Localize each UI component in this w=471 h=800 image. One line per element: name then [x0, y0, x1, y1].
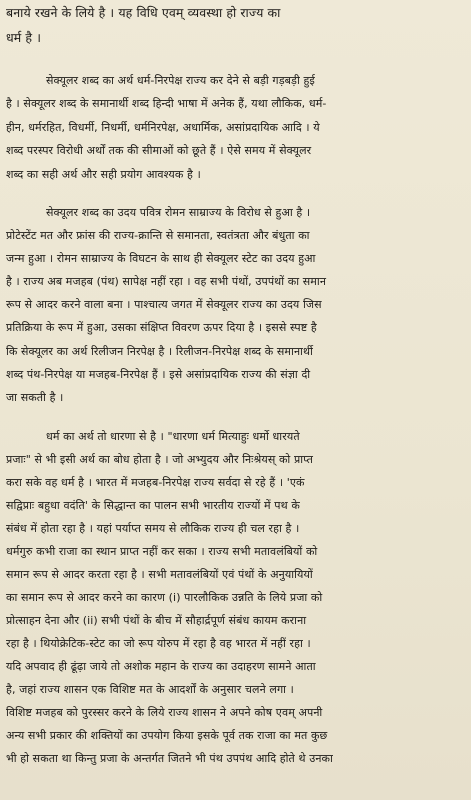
text-line: है । सेक्यूलर शब्द के समानार्थी शब्द हिन्दी भाषा में अनेक हैं, यथा लौकिक, धर्म- [6, 97, 327, 110]
text-line: धर्म है । [6, 30, 42, 45]
text-line: शब्द परस्पर विरोधी अर्थों तक की सीमाओं को छूते हैं । ऐसे समय में सेक्यूलर [6, 144, 312, 157]
text-line: धर्मगुरु कभी राजा का स्थान प्राप्त नहीं कर सका । राज्य सभी मतावलंबियों को [6, 545, 318, 558]
text-line: यदि अपवाद ही ढूंढ़ा जाये तो अशोक महान के राज्य का उदाहरण सामने आता [6, 660, 316, 673]
text-line: विशिष्ट मजहब को पुरस्सर करने के लिये राज्य शासन ने अपने कोष एवम् अपनी [6, 706, 323, 719]
paragraph-start-line: सेक्यूलर शब्द का उदय पवित्र रोमन साम्राज्य के विरोध से हुआ है । [46, 206, 311, 219]
text-line: का समान रूप से आदर करने का कारण (i) पारलौकिक उन्नति के लिये प्रजा को [6, 591, 323, 604]
text-line: जन्म हुआ । रोमन साम्राज्य के विघटन के साथ ही सेक्यूलर स्टेट का उदय हुआ [6, 252, 316, 265]
text-line: समान रूप से आदर करता रहा है । सभी मतावलंबियों एवं पंथों के अनुयायियों [6, 568, 313, 581]
text-line: हीन, धर्मरहित, विधर्मी, निधर्मी, धर्मनिरपेक्ष, अधार्मिक, असांप्रदायिक आदि । ये [6, 121, 320, 134]
text-line: है, जहां राज्य शासन एक विशिष्ट मत के आदर्शों के अनुसार चलने लगा । [6, 683, 294, 696]
text-line: शब्द पंथ-निरपेक्ष या मजहब-निरपेक्ष हैं । इसे असांप्रदायिक राज्य की संज्ञा दी [6, 368, 311, 381]
text-line: प्रतिक्रिया के रूप में हुआ, उसका संक्षिप्त विवरण ऊपर दिया है । इससे स्पष्ट है [6, 321, 317, 334]
text-line: करा सके वह धर्म है । भारत में मजहब-निरपेक्ष राज्य सर्वदा से रहे हैं । 'एकं [6, 476, 305, 489]
text-line: संबंध में होता रहा है । यहां पर्याप्त समय से लौकिक राज्य ही चल रहा है । [6, 522, 300, 535]
text-line: प्रोत्साहन देना और (ii) सभी पंथों के बीच में सौहार्द्रपूर्ण संबंध कायम कराना [6, 614, 307, 627]
text-line: है । राज्य अब मजहब (पंथ) सापेक्ष नहीं रहा । वह सभी पंथों, उपपंथों का समान [6, 275, 327, 288]
text-line: शब्द का सही अर्थ और सही प्रयोग आवश्यक है । [6, 168, 201, 181]
text-line: भी हो सकता था किन्तु प्रजा के अन्तर्गत जितने भी पंथ उपपंथ आदि होते थे उनका [6, 752, 333, 765]
text-line: प्रोटेस्टेंट मत और फ्रांस की राज्य-क्रान्ति से समानता, स्वतंत्रता और बंधुता का [6, 229, 310, 242]
text-line: रूप से आदर करने वाला बना । पाश्चात्य जगत में सेक्यूलर राज्य का उदय जिस [6, 298, 322, 311]
text-line: सद्विप्राः बहुधा वदंति' के सिद्धान्त का पालन सभी भारतीय राज्यों में पथ के [6, 499, 300, 512]
text-line: अन्य सभी प्रकार की शक्तियों का उपयोग किया इसके पूर्व तक राजा का मत कुछ [6, 729, 328, 742]
text-line: बनाये रखने के लिये है । यह विधि एवम् व्यवस्था हो राज्य का [6, 5, 281, 20]
text-line: रहा है । थियोक्रेटिक-स्टेट का जो रूप योरुप में रहा है वह भारत में नहीं रहा । [6, 637, 311, 650]
paragraph-start-line: धर्म का अर्थ तो धारणा से है । "धारणा धर्म मित्याहुः धर्मो धारयते [46, 430, 300, 443]
text-line: जा सकती है । [6, 391, 64, 404]
paragraph-start-line: सेक्यूलर शब्द का अर्थ धर्म-निरपेक्ष राज्य कर देने से बड़ी गड़बड़ी हुई [46, 74, 315, 87]
text-line: प्रजाः" से भी इसी अर्थ का बोध होता है । जो अभ्युदय और निःश्रेयस् को प्राप्त [6, 453, 314, 466]
text-line: कि सेक्यूलर का अर्थ रिलीजन निरपेक्ष है । रिलीजन-निरपेक्ष शब्द के समानार्थी [6, 345, 313, 358]
